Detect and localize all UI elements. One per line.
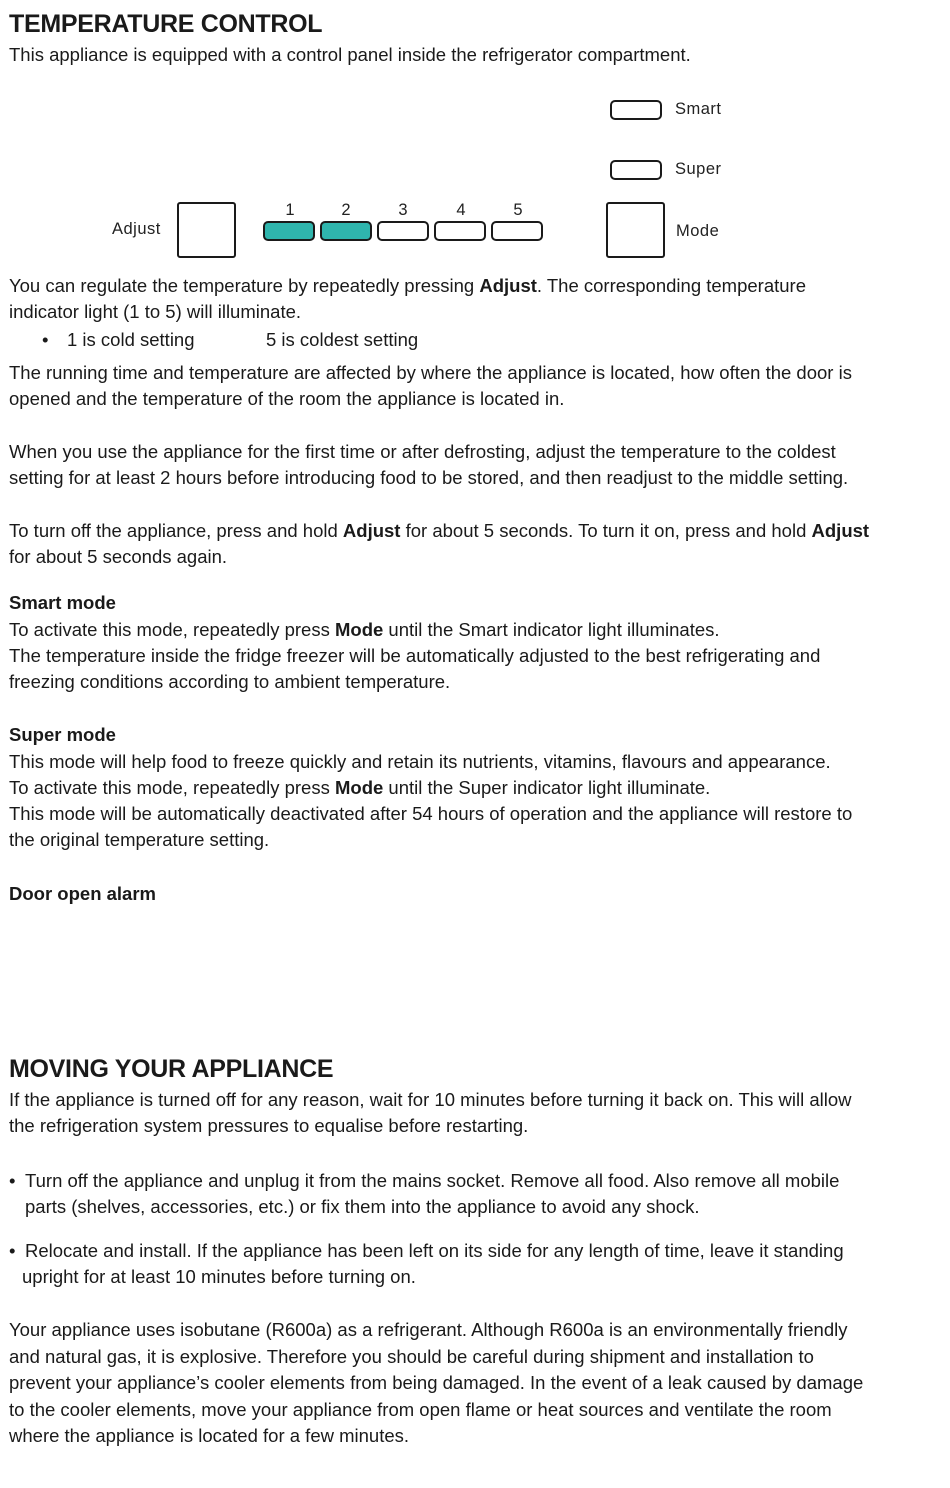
smart-mode-line-3: freezing conditions according to ambient temperature. xyxy=(9,671,451,692)
bullet-coldest-setting: 5 is coldest setting xyxy=(266,329,419,350)
text-run: To turn off the appliance, press and hold xyxy=(9,520,343,541)
indicator-light-2 xyxy=(320,221,372,241)
refrigerant-line-5: where the appliance is located for a few minutes. xyxy=(9,1425,410,1446)
super-button[interactable] xyxy=(610,160,662,180)
first-use-line-2: setting for at least 2 hours before introducing food to be stored, and then readjust to the middle setting. xyxy=(9,467,849,488)
indicator-light-3 xyxy=(377,221,429,241)
text-run: To activate this mode, repeatedly press xyxy=(9,619,335,640)
adjust-button[interactable] xyxy=(177,202,236,258)
super-mode-line-1: This mode will help food to freeze quickly and retain its nutrients, vitamins, flavours and appearance. xyxy=(9,751,831,772)
control-panel-diagram xyxy=(0,90,950,270)
refrigerant-line-3: prevent your appliance’s cooler elements from being damaged. In the event of a leak caused by damage xyxy=(9,1372,864,1393)
refrigerant-line-4: to the cooler elements, move your appliance from open flame or heat sources and ventilate the room xyxy=(9,1399,832,1420)
super-mode-line-2 xyxy=(9,775,710,802)
moving-intro-line-1: If the appliance is turned off for any reason, wait for 10 minutes before turning it back on. This will allow xyxy=(9,1089,852,1110)
indicator-number-2: 2 xyxy=(341,201,351,219)
door-alarm-heading: Door open alarm xyxy=(9,883,156,904)
moving-bullet-1-line-2: parts (shelves, accessories, etc.) or fix them into the appliance to avoid any shock. xyxy=(25,1196,700,1217)
first-use-line-1: When you use the appliance for the first time or after defrosting, adjust the temperature to the coldest xyxy=(9,441,836,462)
mode-button[interactable] xyxy=(606,202,665,258)
moving-bullet-2-line-1: Relocate and install. If the appliance has been left on its side for any length of time, leave it standing xyxy=(25,1240,844,1261)
refrigerant-line-1: Your appliance uses isobutane (R600a) as a refrigerant. Although R600a is an environmentally friendly xyxy=(9,1319,848,1340)
running-time-line-1: The running time and temperature are affected by where the appliance is located, how often the door is xyxy=(9,362,852,383)
section-heading-moving: MOVING YOUR APPLIANCE xyxy=(9,1055,334,1083)
bold-mode: Mode xyxy=(334,619,384,640)
turn-off-line-2: for about 5 seconds again. xyxy=(9,546,228,567)
bold-adjust: Adjust xyxy=(479,275,537,296)
bullet-dot: • xyxy=(9,1240,16,1261)
refrigerant-line-2: and natural gas, it is explosive. Therefore you should be careful during shipment and installation to xyxy=(9,1346,814,1367)
bullet-dot: • xyxy=(42,329,49,350)
indicator-number-5: 5 xyxy=(513,201,523,219)
text-run: You can regulate the temperature by repeatedly pressing xyxy=(9,275,480,296)
super-mode-heading: Super mode xyxy=(9,724,116,745)
text-run: until the Smart indicator light illuminates. xyxy=(383,619,720,640)
bold-adjust: Adjust xyxy=(342,520,401,541)
super-label: Super xyxy=(675,160,722,178)
text-run: for about 5 seconds. To turn it on, press and hold xyxy=(400,520,812,541)
section-heading-temperature-control: TEMPERATURE CONTROL xyxy=(9,10,323,38)
indicator-light-5 xyxy=(491,221,543,241)
bold-adjust: Adjust xyxy=(811,520,870,541)
indicator-light-4 xyxy=(434,221,486,241)
moving-intro-line-2: the refrigeration system pressures to equalise before restarting. xyxy=(9,1115,529,1136)
moving-bullet-2-line-2: upright for at least 10 minutes before turning on. xyxy=(22,1266,416,1287)
turn-off-line-1 xyxy=(9,518,869,545)
text-run: until the Super indicator light illuminate. xyxy=(383,777,711,798)
smart-label: Smart xyxy=(675,100,722,118)
bold-mode: Mode xyxy=(334,777,384,798)
adjust-label: Adjust xyxy=(112,220,161,238)
bullet-cold-setting: 1 is cold setting xyxy=(67,329,195,350)
smart-mode-line-1 xyxy=(9,617,720,644)
mode-label: Mode xyxy=(676,222,720,240)
smart-button[interactable] xyxy=(610,100,662,120)
intro-text: This appliance is equipped with a control panel inside the refrigerator compartment. xyxy=(9,44,691,65)
super-mode-line-3: This mode will be automatically deactivated after 54 hours of operation and the appliance will restore to xyxy=(9,803,853,824)
indicator-number-1: 1 xyxy=(285,201,295,219)
smart-mode-heading: Smart mode xyxy=(9,592,116,613)
smart-mode-line-2: The temperature inside the fridge freezer will be automatically adjusted to the best refrigerating and xyxy=(9,645,821,666)
text-run: . The corresponding temperature xyxy=(536,275,806,296)
moving-bullet-1-line-1: Turn off the appliance and unplug it from the mains socket. Remove all food. Also remove all mobile xyxy=(25,1170,840,1191)
regulate-line-1 xyxy=(9,273,806,300)
text-run: To activate this mode, repeatedly press xyxy=(9,777,335,798)
running-time-line-2: opened and the temperature of the room the appliance is located in. xyxy=(9,388,565,409)
indicator-number-4: 4 xyxy=(456,201,466,219)
indicator-light-1 xyxy=(263,221,315,241)
indicator-number-3: 3 xyxy=(398,201,408,219)
bullet-dot: • xyxy=(9,1170,16,1191)
regulate-line-2: indicator light (1 to 5) will illuminate. xyxy=(9,301,302,322)
super-mode-line-4: the original temperature setting. xyxy=(9,829,270,850)
